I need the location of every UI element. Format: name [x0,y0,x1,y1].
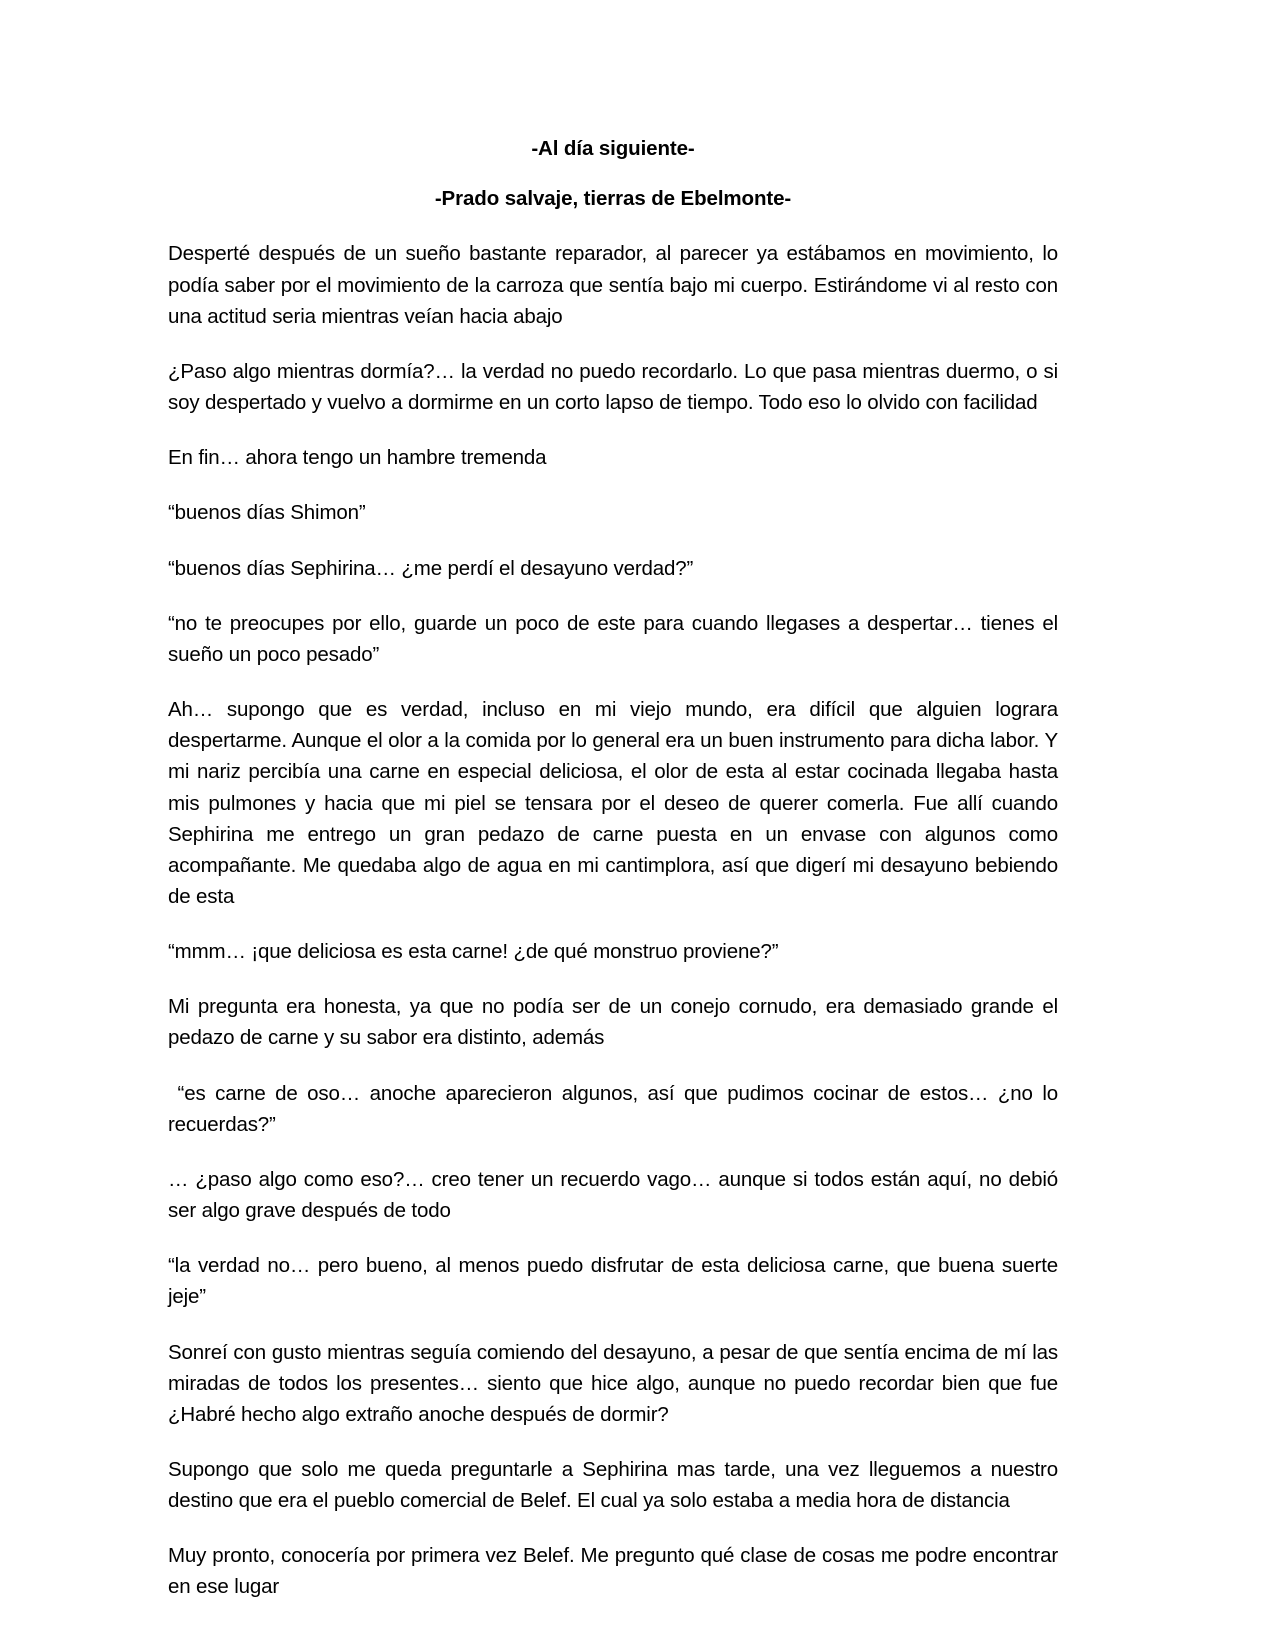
body-paragraph: Muy pronto, conocería por primera vez Belef. Me pregunto qué clase de cosas me podre encontrar en ese lugar [168,1544,1064,1599]
dialogue-paragraph: “mmm… ¡que deliciosa es esta carne! ¿de qué monstruo proviene?” [168,940,779,964]
body-paragraph: Desperté después de un sueño bastante reparador, al parecer ya estábamos en movimiento, lo podía saber por el movimiento de la carroza que sentía bajo mi cuerpo. Estirándome vi al resto con una actitud seria mientras veían hacia abajo [168,242,1064,328]
dialogue-paragraph: “la verdad no… pero bueno, al menos puedo disfrutar de esta deliciosa carne, que buena suerte jeje” [168,1254,1064,1309]
body-paragraph: Ah… supongo que es verdad, incluso en mi viejo mundo, era difícil que alguien lograra despertarme. Aunque el olor a la comida por lo general era un buen instrumento para dicha labor. Y mi nariz percibía una carne en especial deliciosa, el olor de esta al estar cocinada llegaba hasta mis pulmones y hacia que mi piel se tensara por el deseo de querer comerla. Fue allí cuando Sephirina me entrego un gran pedazo de carne puesta en un envase con algunos como acompañante. Me quedaba algo de agua en mi cantimplora, así que digerí mi desayuno bebiendo de esta [168,698,1064,908]
body-paragraph: ¿Paso algo mientras dormía?… la verdad no puedo recordarlo. Lo que pasa mientras duermo, o si soy despertado y vuelvo a dormirme en un corto lapso de tiempo. Todo eso lo olvido con facilidad [168,359,1064,415]
body-paragraph: Mi pregunta era honesta, ya que no podía ser de un conejo cornudo, era demasiado grande el pedazo de carne y su sabor era distinto, además [168,995,1064,1050]
document-heading-secondary: -Prado salvaje, tierras de Ebelmonte- [434,187,792,211]
body-paragraph: En fin… ahora tengo un hambre tremenda [168,446,547,470]
dialogue-paragraph: “es carne de oso… anoche aparecieron algunos, así que pudimos cocinar de estos… ¿no lo recuerdas?” [168,1081,1064,1136]
dialogue-paragraph: “no te preocupes por ello, guarde un poco de este para cuando llegases a despertar… tienes el sueño un poco pesado” [168,611,1064,666]
body-paragraph: Sonreí con gusto mientras seguía comiendo del desayuno, a pesar de que sentía encima de mí las miradas de todos los presentes… siento que hice algo, aunque no puedo recordar bien que fue ¿Habré hecho algo extraño anoche después de dormir? [168,1340,1064,1426]
body-paragraph: … ¿paso algo como eso?… creo tener un recuerdo vago… aunque si todos están aquí, no debió ser algo grave después de todo [168,1167,1064,1223]
document-heading-primary: -Al día siguiente- [531,137,695,160]
document-body [168,136,1064,1603]
dialogue-paragraph: “buenos días Shimon” [168,501,366,525]
body-paragraph: Supongo que solo me queda preguntarle a Sephirina mas tarde, una vez lleguemos a nuestro destino que era el pueblo comercial de Belef. El cual ya solo estaba a media hora de distancia [168,1458,1064,1513]
dialogue-paragraph: “buenos días Sephirina… ¿me perdí el desayuno verdad?” [168,556,694,580]
